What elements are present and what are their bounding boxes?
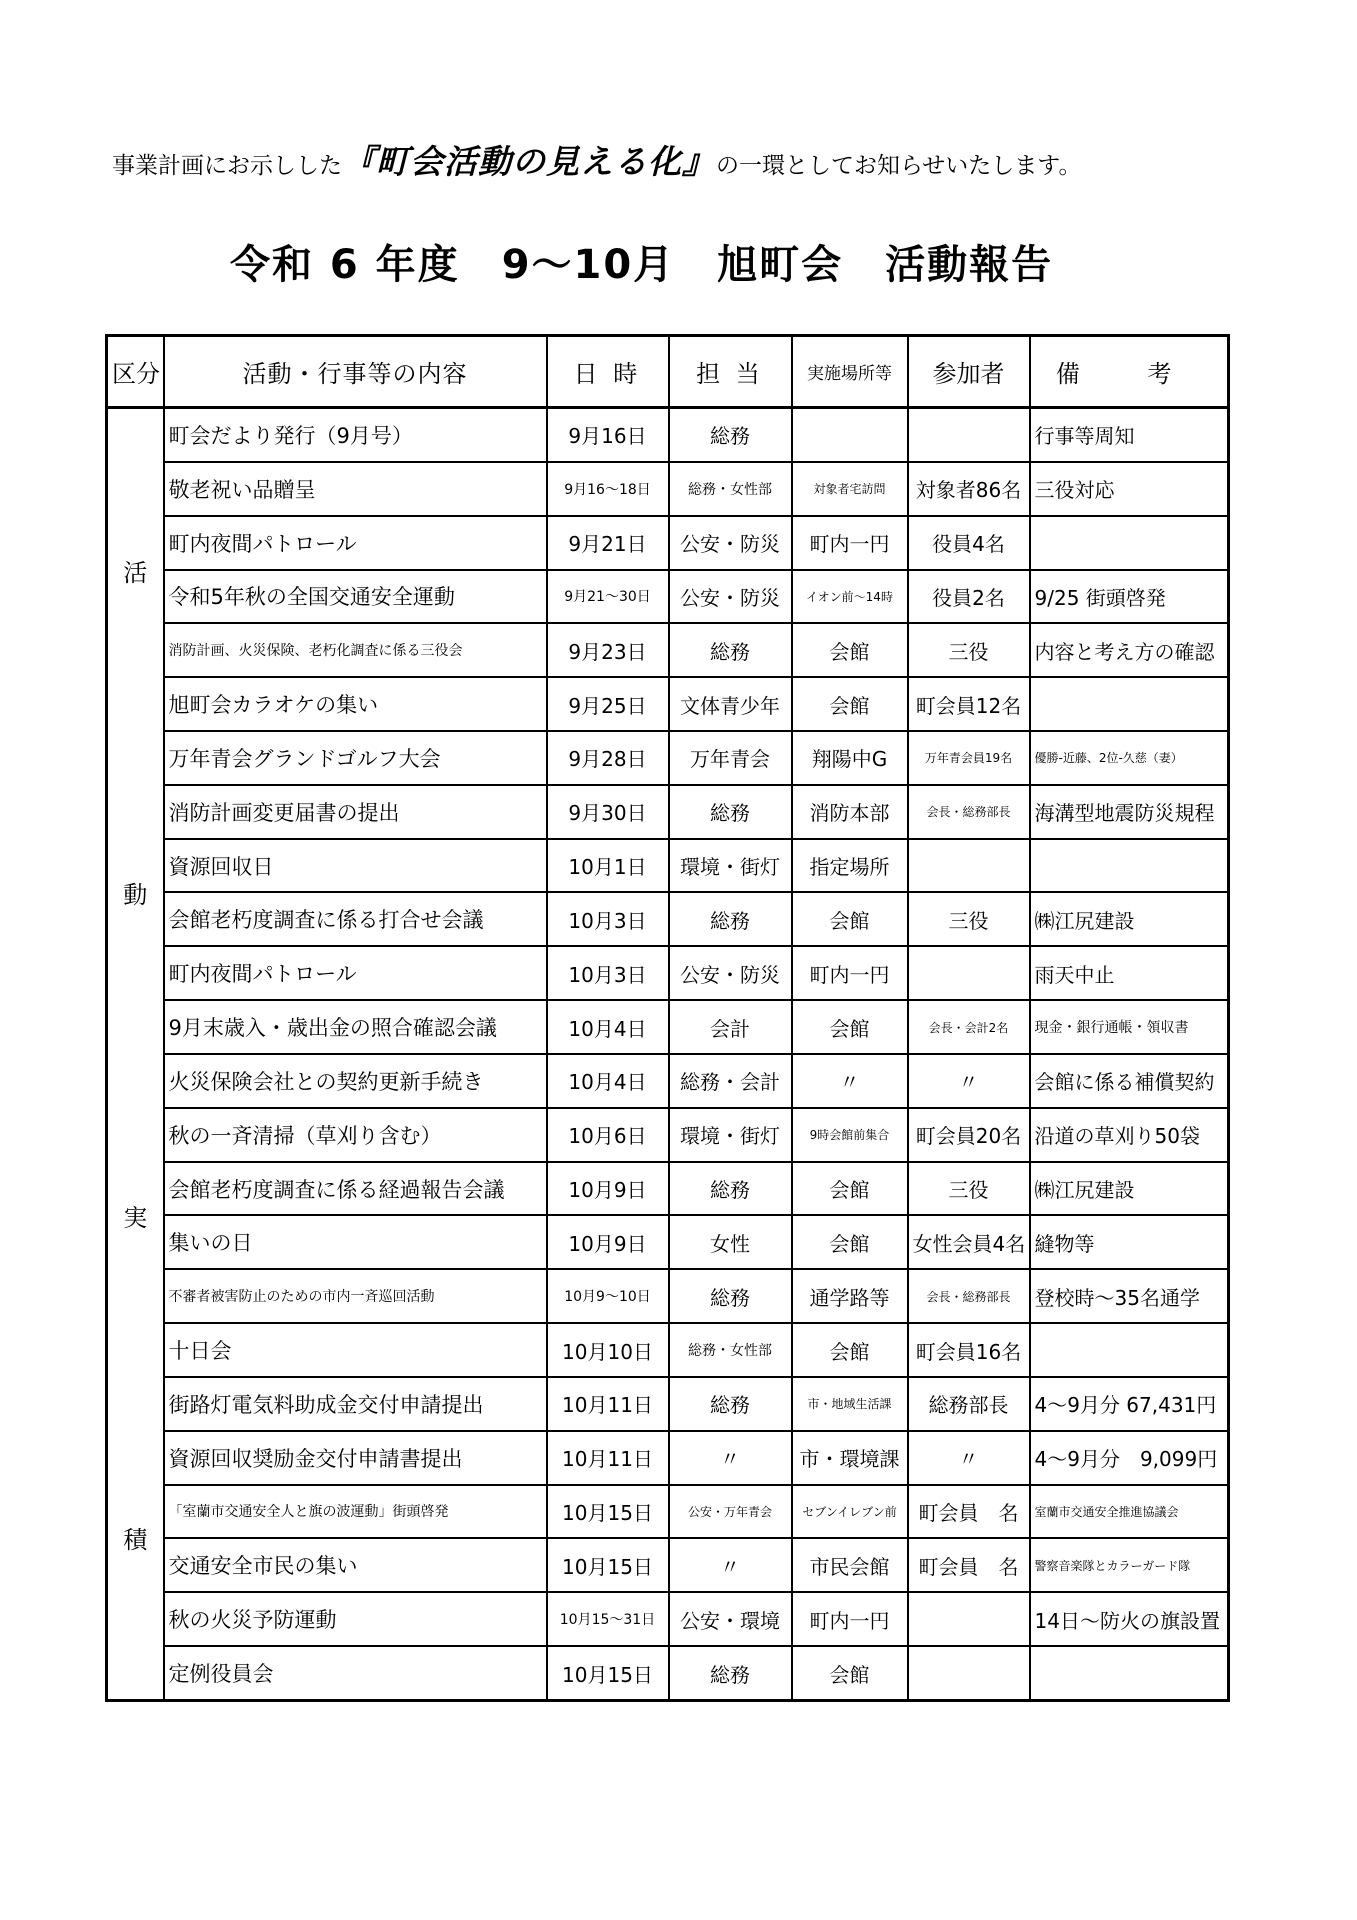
- cell-content: 集いの日: [164, 1215, 547, 1269]
- cell-content: 敬老祝い品贈呈: [164, 462, 547, 516]
- cell-date: 9月25日: [547, 677, 669, 731]
- cell-participants: [908, 1592, 1030, 1646]
- cell-content: 定例役員会: [164, 1646, 547, 1700]
- cell-notes: ㈱江尻建設: [1030, 1162, 1229, 1216]
- cell-place: 〃: [792, 1054, 908, 1108]
- cell-staff: 総務・女性部: [669, 462, 792, 516]
- table-row: [107, 1269, 1229, 1323]
- cell-notes: 沿道の草刈り50袋: [1030, 1108, 1229, 1162]
- cell-place: 対象者宅訪問: [792, 462, 908, 516]
- category-label: [108, 409, 163, 1699]
- cell-notes: 4～9月分 67,431円: [1030, 1377, 1229, 1431]
- cell-participants: 町会員20名: [908, 1108, 1030, 1162]
- header-date: 日 時: [547, 336, 669, 408]
- table-row: [107, 462, 1229, 516]
- table-row: [107, 570, 1229, 624]
- intro-after: の一環としてお知らせいたします。: [716, 153, 1082, 179]
- table-row: [107, 623, 1229, 677]
- cell-date: 9月16日: [547, 408, 669, 462]
- cell-content: 資源回収日: [164, 839, 547, 893]
- cell-date: 9月23日: [547, 623, 669, 677]
- table-row: [107, 785, 1229, 839]
- cell-place: 会館: [792, 1162, 908, 1216]
- intro-text: [112, 136, 1081, 183]
- cell-participants: 〃: [908, 1431, 1030, 1485]
- cell-content: 資源回収奨励金交付申請書提出: [164, 1431, 547, 1485]
- table-row: [107, 1538, 1229, 1592]
- cell-staff: 総務: [669, 1162, 792, 1216]
- cell-place: 翔陽中G: [792, 731, 908, 785]
- cell-content: 秋の火災予防運動: [164, 1592, 547, 1646]
- cell-content: 9月末歳入・歳出金の照合確認会議: [164, 1000, 547, 1054]
- cell-place: [792, 408, 908, 462]
- table-row: [107, 408, 1229, 462]
- cell-content: 消防計画、火災保険、老朽化調査に係る三役会: [164, 623, 547, 677]
- cell-content: 火災保険会社との契約更新手続き: [164, 1054, 547, 1108]
- cell-staff: 公安・防災: [669, 516, 792, 570]
- cell-date: 10月15日: [547, 1646, 669, 1700]
- cell-notes: 縫物等: [1030, 1215, 1229, 1269]
- cell-place: イオン前～14時: [792, 570, 908, 624]
- cell-participants: 町会員12名: [908, 677, 1030, 731]
- cell-place: 市・環境課: [792, 1431, 908, 1485]
- cell-participants: 会長・会計2名: [908, 1000, 1030, 1054]
- table-row: [107, 1431, 1229, 1485]
- cell-staff: 会計: [669, 1000, 792, 1054]
- cell-place: 会館: [792, 1215, 908, 1269]
- intro-before: 事業計画にお示しした: [112, 153, 342, 179]
- cell-notes: [1030, 1646, 1229, 1700]
- category-cell: [107, 408, 164, 1701]
- cell-place: セブンイレブン前: [792, 1485, 908, 1539]
- cell-date: 10月6日: [547, 1108, 669, 1162]
- cell-date: 10月15日: [547, 1538, 669, 1592]
- cell-content: 秋の一斉清掃（草刈り含む）: [164, 1108, 547, 1162]
- cell-place: 町内一円: [792, 1592, 908, 1646]
- cell-content: 万年青会グランドゴルフ大会: [164, 731, 547, 785]
- table-row: [107, 1377, 1229, 1431]
- cell-participants: 会長・総務部長: [908, 1269, 1030, 1323]
- title-era: 令和 6 年度: [230, 242, 460, 288]
- cell-date: 10月11日: [547, 1431, 669, 1485]
- cell-place: 通学路等: [792, 1269, 908, 1323]
- cell-participants: 町会員 名: [908, 1485, 1030, 1539]
- page-title: [230, 233, 1053, 290]
- activity-table: [105, 334, 1230, 1702]
- cell-notes: 9/25 街頭啓発: [1030, 570, 1229, 624]
- category-char: 活: [123, 558, 148, 587]
- cell-notes: 三役対応: [1030, 462, 1229, 516]
- table-row: [107, 1054, 1229, 1108]
- table-row: [107, 892, 1229, 946]
- cell-participants: 対象者86名: [908, 462, 1030, 516]
- cell-staff: 総務: [669, 1377, 792, 1431]
- cell-place: 会館: [792, 1323, 908, 1377]
- cell-notes: 行事等周知: [1030, 408, 1229, 462]
- cell-staff: 総務: [669, 408, 792, 462]
- category-char: 積: [123, 1526, 148, 1555]
- cell-date: 10月1日: [547, 839, 669, 893]
- header-content: 活動・行事等の内容: [164, 336, 547, 408]
- cell-participants: [908, 408, 1030, 462]
- header-place: 実施場所等: [792, 336, 908, 408]
- cell-content: 会館老朽度調査に係る打合せ会議: [164, 892, 547, 946]
- cell-staff: 公安・防災: [669, 946, 792, 1000]
- cell-date: 10月10日: [547, 1323, 669, 1377]
- cell-notes: 登校時～35名通学: [1030, 1269, 1229, 1323]
- cell-date: 10月3日: [547, 892, 669, 946]
- cell-content: 会館老朽度調査に係る経過報告会議: [164, 1162, 547, 1216]
- table-row: [107, 677, 1229, 731]
- cell-staff: 総務・会計: [669, 1054, 792, 1108]
- title-org: 旭町会: [717, 242, 844, 288]
- cell-date: 10月9日: [547, 1162, 669, 1216]
- cell-date: 9月30日: [547, 785, 669, 839]
- cell-staff: 公安・防災: [669, 570, 792, 624]
- cell-notes: 室蘭市交通安全推進協議会: [1030, 1485, 1229, 1539]
- cell-participants: 〃: [908, 1054, 1030, 1108]
- table-row: [107, 1000, 1229, 1054]
- header-staff: 担 当: [669, 336, 792, 408]
- cell-staff: 総務・女性部: [669, 1323, 792, 1377]
- cell-notes: 海溝型地震防災規程: [1030, 785, 1229, 839]
- cell-place: 会館: [792, 1646, 908, 1700]
- cell-participants: 総務部長: [908, 1377, 1030, 1431]
- cell-notes: [1030, 839, 1229, 893]
- cell-content: 旭町会カラオケの集い: [164, 677, 547, 731]
- cell-date: 9月21～30日: [547, 570, 669, 624]
- cell-participants: [908, 946, 1030, 1000]
- title-period: 9～10月: [501, 242, 676, 288]
- cell-notes: 4～9月分 9,099円: [1030, 1431, 1229, 1485]
- cell-participants: 万年青会員19名: [908, 731, 1030, 785]
- cell-place: 町内一円: [792, 516, 908, 570]
- cell-staff: 総務: [669, 785, 792, 839]
- cell-content: 町会だより発行（9月号）: [164, 408, 547, 462]
- cell-notes: [1030, 1323, 1229, 1377]
- cell-participants: [908, 1646, 1030, 1700]
- cell-content: 交通安全市民の集い: [164, 1538, 547, 1592]
- header-notes: 備 考: [1030, 336, 1229, 408]
- table-row: [107, 1108, 1229, 1162]
- cell-participants: 三役: [908, 1162, 1030, 1216]
- cell-notes: 優勝-近藤、2位-久慈（妻）: [1030, 731, 1229, 785]
- cell-notes: 14日～防火の旗設置: [1030, 1592, 1229, 1646]
- cell-staff: 総務: [669, 1646, 792, 1700]
- cell-staff: 環境・街灯: [669, 1108, 792, 1162]
- cell-date: 9月21日: [547, 516, 669, 570]
- cell-date: 10月4日: [547, 1054, 669, 1108]
- cell-notes: [1030, 516, 1229, 570]
- cell-place: 会館: [792, 677, 908, 731]
- cell-participants: [908, 839, 1030, 893]
- cell-participants: 三役: [908, 892, 1030, 946]
- cell-staff: 万年青会: [669, 731, 792, 785]
- cell-staff: 女性: [669, 1215, 792, 1269]
- cell-staff: 文体青少年: [669, 677, 792, 731]
- cell-place: 会館: [792, 892, 908, 946]
- cell-date: 10月4日: [547, 1000, 669, 1054]
- cell-date: 9月28日: [547, 731, 669, 785]
- cell-date: 10月3日: [547, 946, 669, 1000]
- cell-date: 9月16～18日: [547, 462, 669, 516]
- cell-staff: 総務: [669, 1269, 792, 1323]
- category-char: 動: [123, 881, 148, 910]
- table-row: [107, 1323, 1229, 1377]
- cell-notes: 内容と考え方の確認: [1030, 623, 1229, 677]
- intro-emphasis: 『町会活動の見える化』: [342, 142, 716, 181]
- cell-date: 10月9日: [547, 1215, 669, 1269]
- cell-staff: 公安・万年青会: [669, 1485, 792, 1539]
- cell-notes: 警察音楽隊とカラーガード隊: [1030, 1538, 1229, 1592]
- cell-date: 10月15日: [547, 1485, 669, 1539]
- cell-content: 町内夜間パトロール: [164, 516, 547, 570]
- table-row: [107, 839, 1229, 893]
- table-row: [107, 1592, 1229, 1646]
- table-row: [107, 946, 1229, 1000]
- cell-content: 「室蘭市交通安全人と旗の波運動」街頭啓発: [164, 1485, 547, 1539]
- cell-staff: 総務: [669, 623, 792, 677]
- cell-date: 10月15～31日: [547, 1592, 669, 1646]
- cell-participants: 役員2名: [908, 570, 1030, 624]
- cell-participants: 町会員16名: [908, 1323, 1030, 1377]
- table-row: [107, 1485, 1229, 1539]
- cell-staff: 環境・街灯: [669, 839, 792, 893]
- cell-staff: 〃: [669, 1431, 792, 1485]
- cell-content: 街路灯電気料助成金交付申請提出: [164, 1377, 547, 1431]
- table-row: [107, 1162, 1229, 1216]
- cell-place: 会館: [792, 1000, 908, 1054]
- cell-staff: 〃: [669, 1538, 792, 1592]
- cell-place: 指定場所: [792, 839, 908, 893]
- header-category: 区分: [107, 336, 164, 408]
- cell-date: 10月11日: [547, 1377, 669, 1431]
- cell-notes: 現金・銀行通帳・領収書: [1030, 1000, 1229, 1054]
- table-row: [107, 516, 1229, 570]
- cell-content: 消防計画変更届書の提出: [164, 785, 547, 839]
- category-char: 実: [123, 1203, 148, 1232]
- cell-participants: 女性会員4名: [908, 1215, 1030, 1269]
- cell-notes: [1030, 677, 1229, 731]
- header-participants: 参加者: [908, 336, 1030, 408]
- cell-participants: 役員4名: [908, 516, 1030, 570]
- cell-place: 9時会館前集合: [792, 1108, 908, 1162]
- table-row: [107, 1646, 1229, 1700]
- table-row: [107, 1215, 1229, 1269]
- title-report: 活動報告: [885, 242, 1054, 288]
- cell-notes: ㈱江尻建設: [1030, 892, 1229, 946]
- cell-participants: 会長・総務部長: [908, 785, 1030, 839]
- cell-staff: 公安・環境: [669, 1592, 792, 1646]
- cell-place: 市民会館: [792, 1538, 908, 1592]
- table-header-row: [107, 336, 1229, 408]
- cell-content: 町内夜間パトロール: [164, 946, 547, 1000]
- cell-place: 町内一円: [792, 946, 908, 1000]
- cell-staff: 総務: [669, 892, 792, 946]
- cell-content: 令和5年秋の全国交通安全運動: [164, 570, 547, 624]
- cell-notes: 会館に係る補償契約: [1030, 1054, 1229, 1108]
- cell-participants: 町会員 名: [908, 1538, 1030, 1592]
- cell-date: 10月9～10日: [547, 1269, 669, 1323]
- cell-place: 市・地域生活課: [792, 1377, 908, 1431]
- table-row: [107, 731, 1229, 785]
- cell-content: 不審者被害防止のための市内一斉巡回活動: [164, 1269, 547, 1323]
- cell-place: 消防本部: [792, 785, 908, 839]
- cell-notes: 雨天中止: [1030, 946, 1229, 1000]
- cell-place: 会館: [792, 623, 908, 677]
- cell-content: 十日会: [164, 1323, 547, 1377]
- cell-participants: 三役: [908, 623, 1030, 677]
